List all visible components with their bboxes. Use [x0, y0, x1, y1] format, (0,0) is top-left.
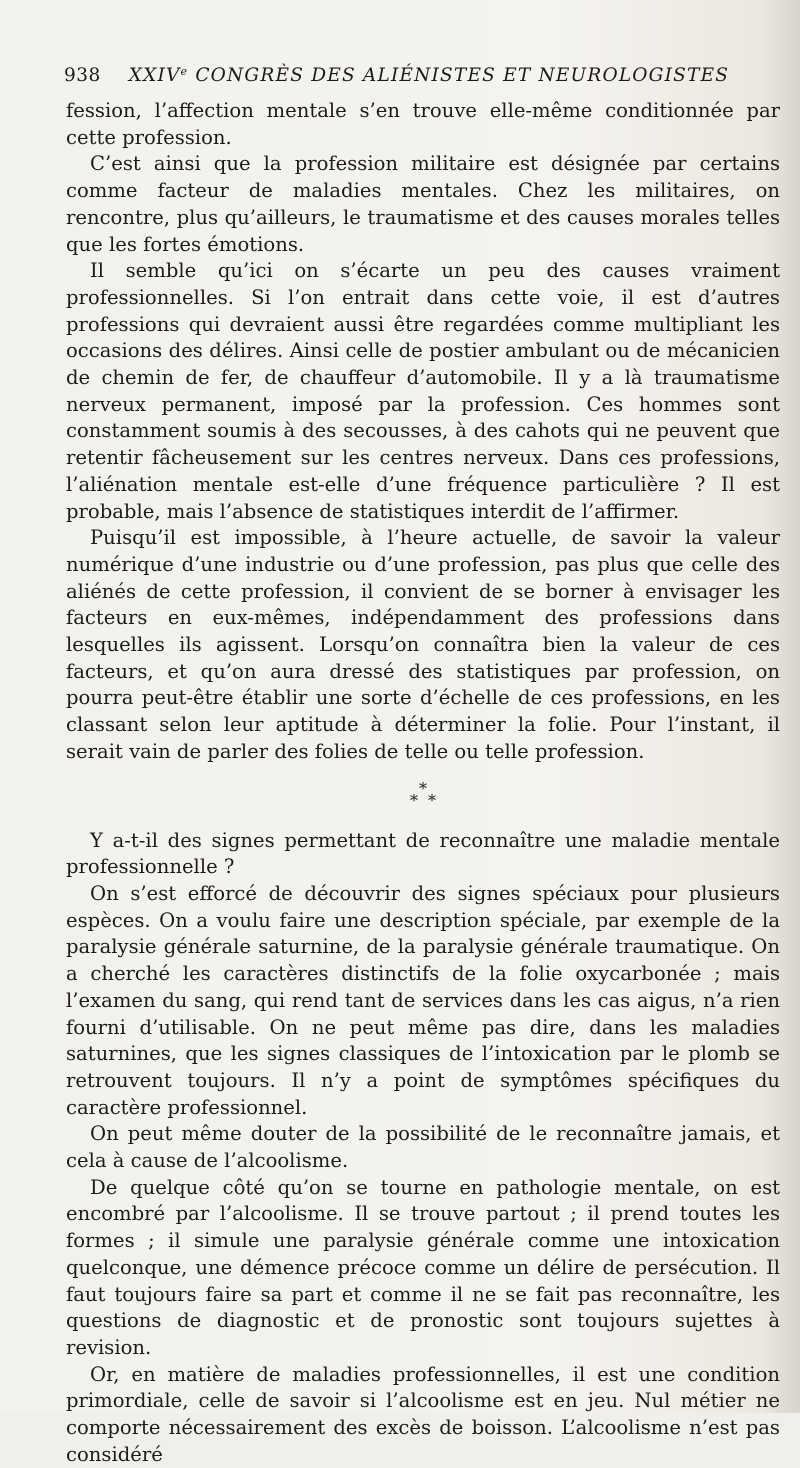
- separator-asterisk: *: [428, 790, 436, 810]
- title-roman-numeral: XXIV: [128, 65, 181, 86]
- title-text: CONGRÈS DES ALIÉNISTES ET NEUROLOGISTES: [195, 65, 730, 86]
- paragraph-5: Y a-t-il des signes permettant de reconnaître une maladie mentale professionnelle ?: [66, 828, 780, 879]
- separator-asterisk: *: [410, 790, 418, 810]
- section-separator: [66, 766, 780, 828]
- page-number: 938: [64, 65, 101, 86]
- paragraph-3: Il semble qu’ici on s’écarte un peu des causes vraiment professionnelles. Si l’on entrait dans cette voie, il est d’autres professions qui devraient aussi être regardées comme multipliant les occasions des délires. Ainsi celle de postier ambulant ou de mécanicien de chemin de fer, de chauffeur d’automobile. Il y a là traumatisme nerveux permanent, imposé par la profession. Ces hommes sont constamment soumis à des secousses, à des cahots qui ne peuvent que retentir fâcheusement sur les centres nerveux. Dans ces professions, l’aliénation mentale est-elle d’une fréquence particulière ? Il est probable, mais l’absence de statistiques interdit de l’affirmer.: [66, 259, 780, 523]
- running-header: [64, 58, 744, 90]
- paragraph-9: Or, en matière de maladies professionnelles, il est une condition primordiale, celle de savoir si l’alcoolisme est en jeu. Nul métier ne comporte nécessairement des excès de boisson. L’alcoolisme n’est pas considéré: [66, 1362, 780, 1466]
- page-body: [66, 98, 780, 1468]
- paragraph-4: Puisqu’il est impossible, à l’heure actuelle, de savoir la valeur numérique d’une industrie ou d’une profession, pas plus que celle des aliénés de cette profession, il convient de se borner à envisager les facteurs en eux-mêmes, indépendamment des professions dans lesquelles ils agissent. Lorsqu’on connaîtra bien la valeur de ces facteurs, et qu’on aura dressé des statistiques par profession, on pourra peut-être établir une sorte d’échelle de ces professions, en les classant selon leur aptitude à déterminer la folie. Pour l’instant, il serait vain de parler des folies de telle ou telle profession.: [66, 526, 780, 763]
- separator-asterisk: *: [419, 778, 427, 798]
- paragraph-1: fession, l’affection mentale s’en trouve elle-même conditionnée par cette profession.: [66, 99, 780, 149]
- paragraph-6: On s’est efforcé de découvrir des signes spéciaux pour plusieurs espèces. On a voulu faire une description spéciale, par exemple de la paralysie générale saturnine, de la paralysie générale traumatique. On a cherché les caractères distinctifs de la folie oxycarbonée ; mais l’examen du sang, qui rend tant de services dans les cas aigus, n’a rien fourni d’utilisable. On ne peut même pas dire, dans les maladies saturnines, que les signes classiques de l’intoxication par le plomb se retrouvent toujours. Il n’y a point de symptômes spécifiques du caractère professionnel.: [66, 881, 780, 1119]
- paragraph-8: De quelque côté qu’on se tourne en pathologie mentale, on est encombré par l’alcoolisme. Il se trouve partout ; il prend toutes les formes ; il simule une paralysie générale comme une intoxication quelconque, une démence précoce comme un délire de persécution. Il faut toujours faire sa part et comme il ne se fait pas reconnaître, les questions de diagnostic et de pronostic sont toujours sujettes à revision.: [66, 1175, 780, 1359]
- paragraph-7: On peut même douter de la possibilité de le reconnaître jamais, et cela à cause de l’alcoolisme.: [66, 1122, 780, 1173]
- paragraph-2: C’est ainsi que la profession militaire est désignée par certains comme facteur de maladies mentales. Chez les militaires, on rencontre, plus qu’ailleurs, le traumatisme et des causes morales telles que les fortes émotions.: [66, 152, 780, 256]
- running-title: [129, 65, 729, 86]
- title-superscript: e: [180, 65, 189, 78]
